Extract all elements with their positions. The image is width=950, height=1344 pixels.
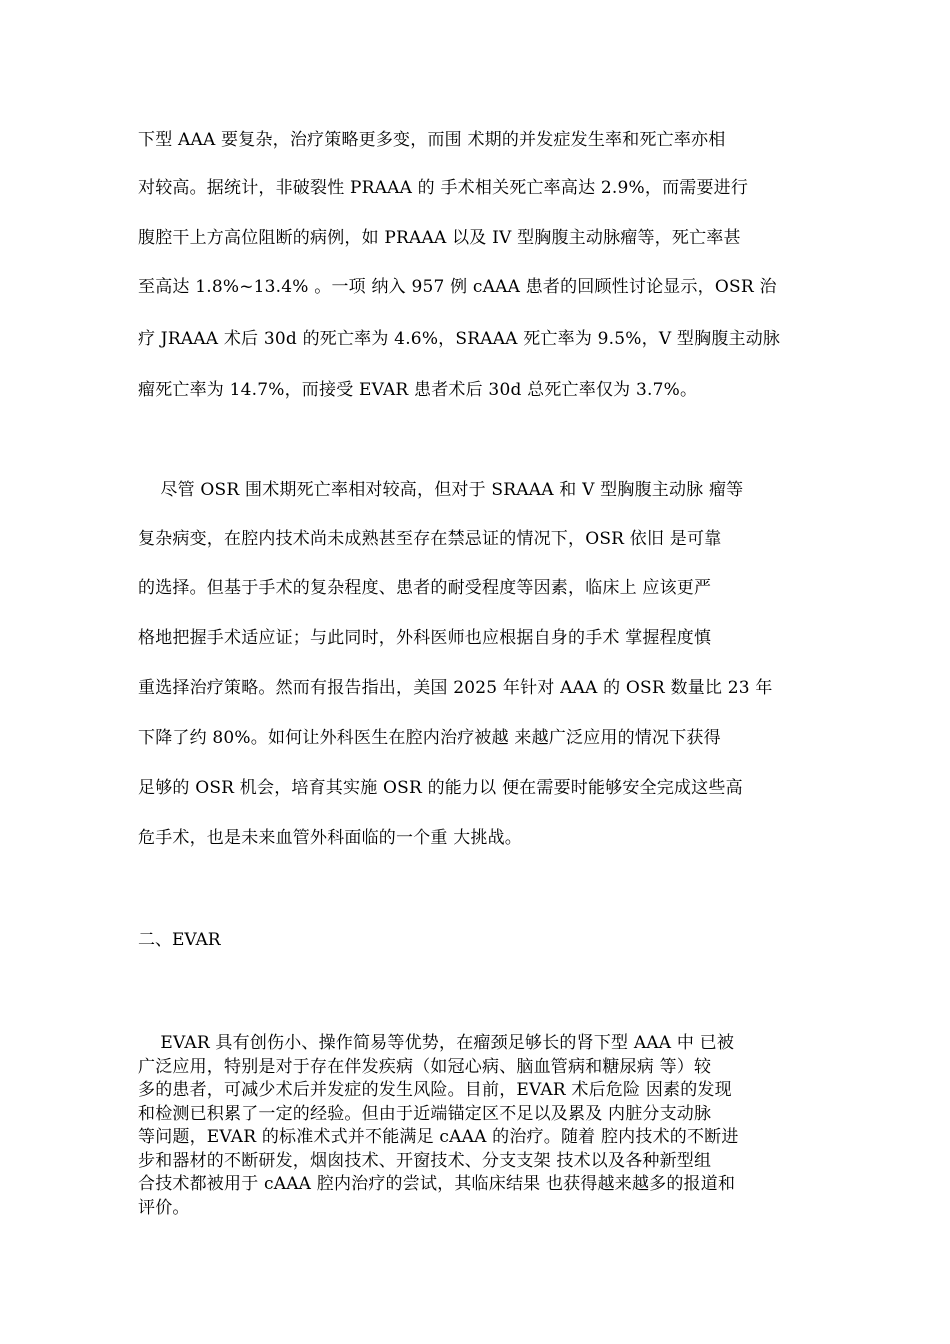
text-line: 下降了约 80%。如何让外科医生在腔内治疗被越 来越广泛应用的情况下获得 [138,728,721,748]
section-heading: 二、EVAR [138,930,221,950]
text-line: 至高达 1.8%~13.4% 。一项 纳入 957 例 cAAA 患者的回顾性讨论显示，OSR 治 [138,277,777,297]
text-line: 等问题，EVAR 的标准术式并不能满足 cAAA 的治疗。随着 腔内技术的不断进 [138,1127,739,1147]
text-line: 疗 JRAAA 术后 30d 的死亡率为 4.6%，SRAAA 死亡率为 9.5%，V 型胸腹主动脉 [138,329,781,349]
text-line: 格地把握手术适应证；与此同时，外科医师也应根据自身的手术 掌握程度慎 [138,628,712,648]
text-line: 尽管 OSR 围术期死亡率相对较高，但对于 SRAAA 和 V 型胸腹主动脉 瘤等 [138,480,744,500]
text-line: EVAR 具有创伤小、操作简易等优势，在瘤颈足够长的肾下型 AAA 中 已被 [138,1033,735,1053]
text-line: 对较高。据统计，非破裂性 PRAAA 的 手术相关死亡率高达 2.9%，而需要进行 [138,178,749,198]
text-line: 腹腔干上方高位阻断的病例，如 PRAAA 以及 IV 型胸腹主动脉瘤等，死亡率甚 [138,228,741,248]
text-line: 评价。 [138,1198,190,1218]
text-line: 合技术都被用于 cAAA 腔内治疗的尝试，其临床结果 也获得越来越多的报道和 [138,1174,736,1194]
text-line: 广泛应用，特别是对于存在伴发疾病（如冠心病、脑血管病和糖尿病 等）较 [138,1057,712,1077]
text-line: 步和器材的不断研发，烟囱技术、开窗技术、分支支架 技术以及各种新型组 [138,1151,712,1171]
text-line: 下型 AAA 要复杂，治疗策略更多变，而围 术期的并发症发生率和死亡率亦相 [138,130,726,150]
text-line: 的选择。但基于手术的复杂程度、患者的耐受程度等因素，临床上 应该更严 [138,578,712,598]
text-line: 危手术，也是未来血管外科面临的一个重 大挑战。 [138,828,523,848]
text-line: 瘤死亡率为 14.7%，而接受 EVAR 患者术后 30d 总死亡率仅为 3.7%。 [138,380,698,400]
text-line: 重选择治疗策略。然而有报告指出，美国 2025 年针对 AAA 的 OSR 数量比 23 年 [138,678,773,698]
text-line: 多的患者，可减少术后并发症的发生风险。目前，EVAR 术后危险 因素的发现 [138,1080,732,1100]
text-line: 和检测已积累了一定的经验。但由于近端锚定区不足以及累及 内脏分支动脉 [138,1104,712,1124]
text-line: 复杂病变，在腔内技术尚未成熟甚至存在禁忌证的情况下，OSR 依旧 是可靠 [138,529,722,549]
text-line: 足够的 OSR 机会，培育其实施 OSR 的能力以 便在需要时能够安全完成这些高 [138,778,743,798]
